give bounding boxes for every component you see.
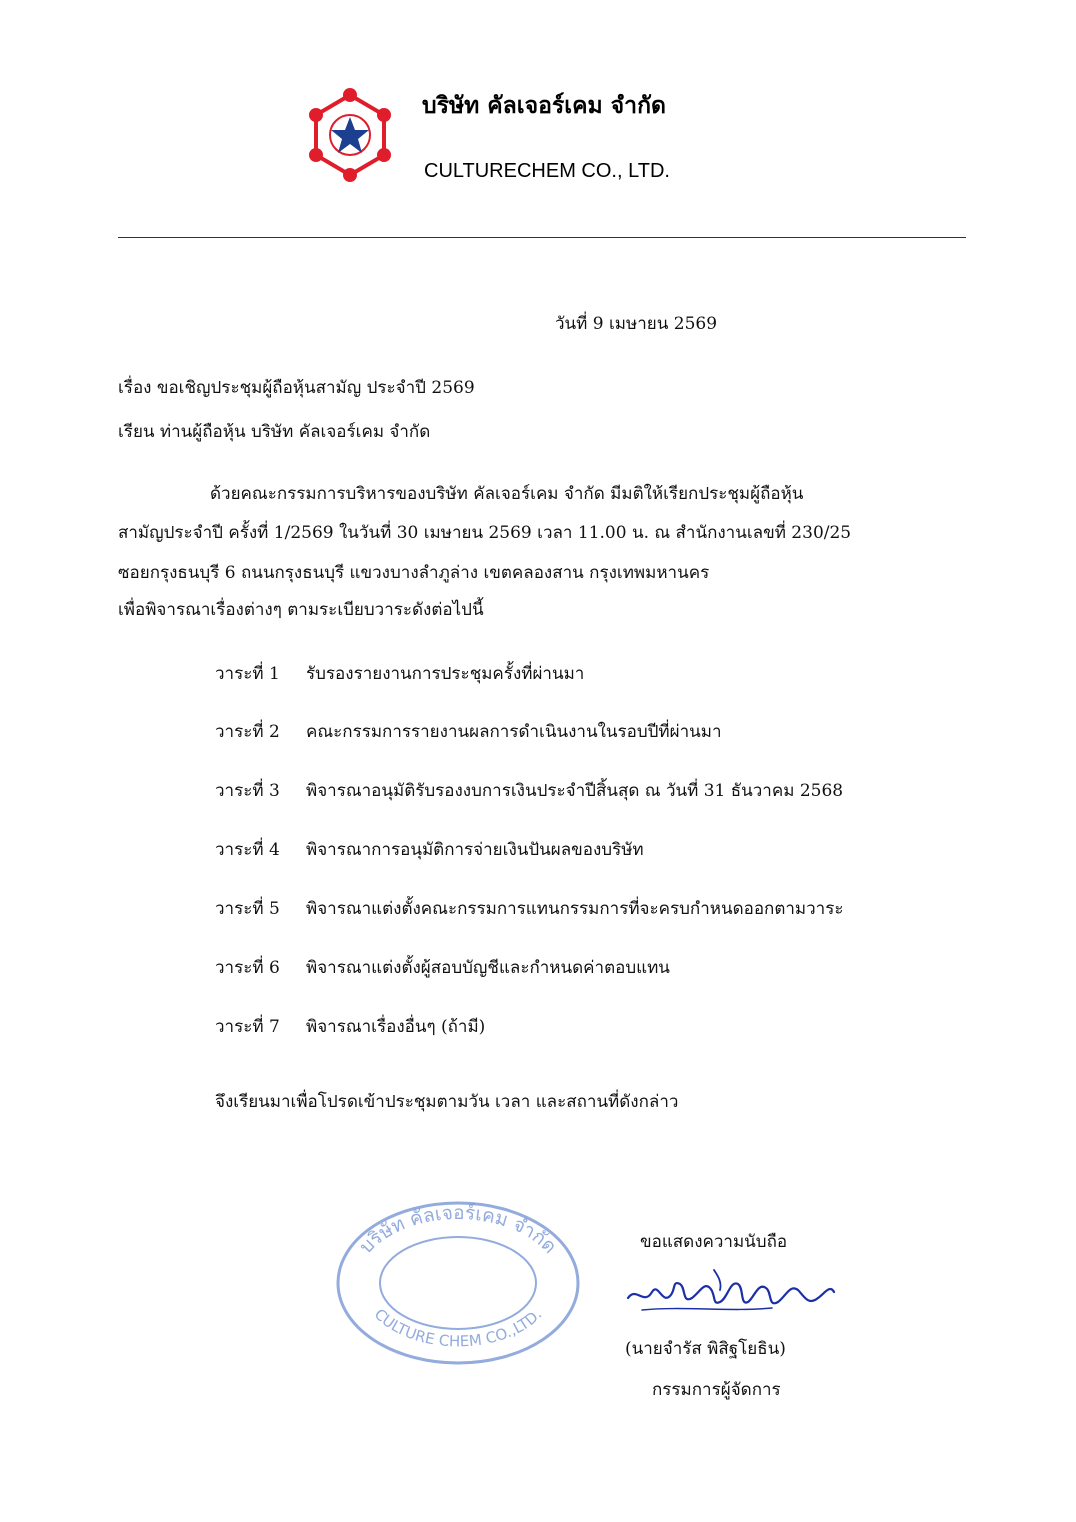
- handwritten-signature: [622, 1262, 837, 1322]
- agenda-text: คณะกรรมการรายงานผลการดำเนินงานในรอบปีที่ผ่านมา: [306, 722, 722, 742]
- agenda-number: วาระที่ 1: [215, 664, 280, 684]
- agenda-text: พิจารณาแต่งตั้งผู้สอบบัญชีและกำหนดค่าตอบแทน: [306, 958, 670, 978]
- signatory-name: (นายจำรัส พิสิฐโยธิน): [625, 1339, 786, 1359]
- body-line: สามัญประจำปี ครั้งที่ 1/2569 ในวันที่ 30 เมษายน 2569 เวลา 11.00 น. ณ สำนักงานเลขที่ 230/25: [118, 523, 852, 543]
- stamp-text-top: บริษัท คัลเจอร์เคม จำกัด: [355, 1201, 561, 1258]
- agenda-number: วาระที่ 5: [215, 899, 280, 919]
- agenda-number: วาระที่ 6: [215, 958, 280, 978]
- signatory-title: กรรมการผู้จัดการ: [652, 1380, 781, 1400]
- company-seal-stamp: [333, 1195, 583, 1365]
- agenda-number: วาระที่ 7: [215, 1017, 280, 1037]
- body-line: ด้วยคณะกรรมการบริหารของบริษัท คัลเจอร์เคม จำกัด มีมติให้เรียกประชุมผู้ถือหุ้น: [210, 484, 804, 504]
- company-logo-icon: [300, 85, 400, 185]
- closing-line: จึงเรียนมาเพื่อโปรดเข้าประชุมตามวัน เวลา และสถานที่ดังกล่าว: [215, 1092, 679, 1112]
- body-line: ซอยกรุงธนบุรี 6 ถนนกรุงธนบุรี แขวงบางลำภูล่าง เขตคลองสาน กรุงเทพมหานคร: [118, 563, 710, 583]
- body-line: เพื่อพิจารณาเรื่องต่างๆ ตามระเบียบวาระดังต่อไปนี้: [118, 600, 484, 620]
- header-divider: [118, 237, 966, 238]
- agenda-text: พิจารณาอนุมัติรับรองงบการเงินประจำปีสิ้นสุด ณ วันที่ 31 ธันวาคม 2568: [306, 781, 844, 801]
- company-name-english: CULTURECHEM CO., LTD.: [424, 160, 670, 182]
- agenda-number: วาระที่ 3: [215, 781, 280, 801]
- letter-recipient: เรียน ท่านผู้ถือหุ้น บริษัท คัลเจอร์เคม จำกัด: [118, 422, 431, 442]
- company-name-thai: บริษัท คัลเจอร์เคม จำกัด: [422, 93, 666, 119]
- agenda-text: รับรองรายงานการประชุมครั้งที่ผ่านมา: [306, 664, 585, 684]
- letter-subject: เรื่อง ขอเชิญประชุมผู้ถือหุ้นสามัญ ประจำปี 2569: [118, 378, 475, 398]
- letter-date: วันที่ 9 เมษายน 2569: [555, 314, 718, 334]
- agenda-number: วาระที่ 2: [215, 722, 280, 742]
- svg-text:บริษัท คัลเจอร์เคม จำกัด: [355, 1202, 561, 1258]
- agenda-number: วาระที่ 4: [215, 840, 280, 860]
- agenda-text: พิจารณาเรื่องอื่นๆ (ถ้ามี): [306, 1017, 486, 1037]
- stamp-text-bottom: CULTURE CHEM CO.,LTD.: [370, 1305, 546, 1351]
- regards-line: ขอแสดงความนับถือ: [640, 1232, 788, 1252]
- agenda-text: พิจารณาแต่งตั้งคณะกรรมการแทนกรรมการที่จะครบกำหนดออกตามวาระ: [306, 899, 844, 919]
- agenda-text: พิจารณาการอนุมัติการจ่ายเงินปันผลของบริษัท: [306, 840, 644, 860]
